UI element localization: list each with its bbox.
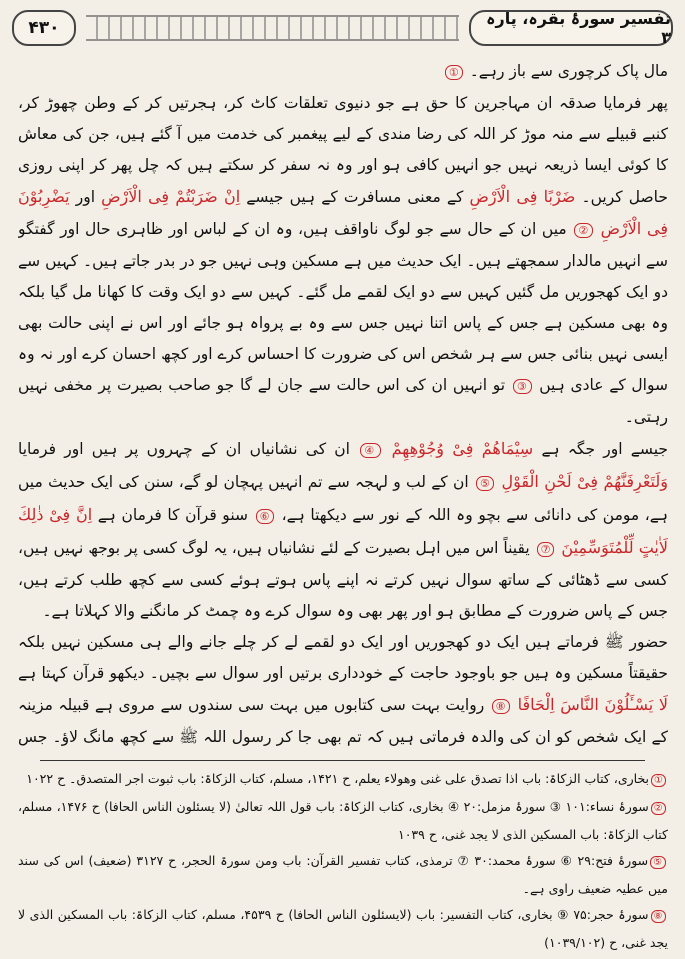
quran-verse: اِنْ ضَرَبْتُمْ فِى الْاَرْضِ [101, 187, 241, 206]
quran-verse: يَضْرِبُوْنَ فِى الْاَرْضِ [18, 187, 668, 238]
reference-marker: ④ [360, 443, 381, 458]
quran-verse: سِيْمَاهُمْ فِىْ وُجُوْهِهِمْ [391, 439, 534, 458]
reference-marker: ① [445, 65, 463, 80]
paragraph-3: جیسے اور جگہ ہے سِيْمَاهُمْ فِىْ وُجُوْهِهِمْ ④ ان کی نشانیاں ان کے چہروں پر ہیں اور فرمایا وَلَتَعْرِفَنَّهُمْ فِىْ لَحْنِ الْقَوْلِ ⑤ ان کے لب و لہجہ سے تم انہیں پہچان لو گے، سنن کی ایک حدیث میں ہے، مومن کی دانائی سے بچو وہ اللہ کے نور سے دیکھتا ہے، ⑥ سنو قرآن کا فرمان ہے اِنَّ فِىْ ذٰلِكَ لَاٰيٰتٍ لِّلْمُتَوَسِّمِيْنَ ⑦ یقیناً اس میں اہل بصیرت کے لئے نشانیاں ہیں، یہ لوگ کسی پر بوجھ نہیں ہیں، کسی سے ڈھٹائی کے ساتھ سوال نہیں کرتے نہ اپنے پاس ہوتے ہوئے کسی سے کچھ طلب کرتے ہیں، جس کے پاس ضرورت کے مطابق ہو اور پھر بھی وہ سوال کرے وہ چمٹ کر مانگنے والا کہلاتا ہے۔ [18, 439, 668, 620]
page-header [12, 8, 673, 48]
quran-verse: لَا يَسْـَٔلُوْنَ النَّاسَ اِلْحَافًا [517, 695, 668, 714]
footnote-line: ⑤سورۂ فتح:۲۹ ⑥ سورۂ محمد:۳۰ ⑦ ترمذی، کتاب تفسیر القرآن: باب ومن سورۃ الحجر، ح ۳۱۲۷ (ضعیف) اس کی سند میں عطیہ ضعیف راوی ہے۔ [18, 853, 668, 896]
running-title: تفسیر سورۂ بقرہ، پارہ ۳ [469, 10, 673, 46]
reference-marker: ⑤ [476, 476, 494, 491]
footnote-marker: ⑤ [650, 856, 666, 869]
paragraph-2: پھر فرمایا صدقہ ان مہاجرین کا حق ہے جو دنیوی تعلقات کاٹ کر، ہجرتیں کر کے وطن چھوڑ کر، کنبے قبیلے سے منہ موڑ کر اللہ کی رضا مندی کے لیے پیغمبر کی خدمت میں آ گئے ہیں، جن کی معاش کا کوئی ایسا ذریعہ نہیں جو انہیں کافی ہو اور وہ نہ سفر کر سکتے ہیں کہ چل پھر کر اپنی روزی حاصل کریں۔ ضَرْبًا فِى الْاَرْضِ کے معنی مسافرت کے ہیں جیسے اِنْ ضَرَبْتُمْ فِى الْاَرْضِ اور يَضْرِبُوْنَ فِى الْاَرْضِ ② میں ان کے حال سے جو لوگ ناواقف ہیں، وہ ان کے لباس اور ظاہری حال اور گفتگو سے انہیں مالدار سمجھتے ہیں۔ ایک حدیث میں ہے مسکین وہی نہیں جو در بدر جاتے ہیں۔ کہیں سے دو ایک کھجوریں مل گئیں کہیں سے دو ایک لقمے مل گئے۔ کہیں سے دو ایک وقت کا کھانا مل گیا بلکہ وہ بھی مسکین ہے جس کے پاس اتنا نہیں جس سے وہ بے پرواہ ہو جائے اور اس نے اپنی حالت بھی ایسی نہیں بنائی جس سے ہر شخص اس کی ضرورت کا احساس کرے اور کچھ احسان کرے اور نہ وہ سوال کے عادی ہیں ③ تو انہیں ان کی اس حالت سے جان لے گا جو صاحب بصیرت پر مخفی نہیں رہتی۔ [18, 94, 668, 426]
paragraph-4: حضور ﷺ فرماتے ہیں ایک دو کھجوریں اور ایک دو لقمے لے کر چلے جانے والے ہی مسکین نہیں بلکہ حقیقتاً مسکین وہ ہیں جو باوجود حاجت کے خودداری برتیں اور سوال سے بچیں۔ دیکھو قرآن کہتا ہے لَا يَسْـَٔلُوْنَ النَّاسَ اِلْحَافًا ⑧ روایت بہت سی کتابوں میں بہت سی سندوں سے مروی ہے قبیلہ مزینہ کے ایک شخص کو ان کی والدہ فرماتی ہیں کہ تم بھی جا کر رسول اللہ ﷺ سے کچھ مانگ لاؤ۔ جس [18, 627, 668, 756]
main-text [18, 56, 668, 756]
paragraph-1: مال پاک کرچوری سے باز رہے۔ ① [18, 56, 668, 88]
footnote-line: ⑧سورۂ حجر:۷۵ ⑨ بخاری، کتاب التفسیر: باب (لایسئلون الناس الحافا) ح ۴۵۳۹، مسلم، کتاب الزکاۃ: باب المسکین الذی لا یجد غنی، ح (۱۰۳۹/۱۰۲) [18, 907, 668, 950]
quran-verse: وَلَتَعْرِفَنَّهُمْ فِىْ لَحْنِ الْقَوْلِ [501, 472, 668, 491]
page-number: ۴۳۰ [12, 10, 76, 46]
footnote-marker: ② [651, 802, 666, 815]
footnote-marker: ⑧ [651, 910, 667, 923]
footnote-marker: ① [651, 774, 666, 787]
quran-verse: اِنَّ فِىْ ذٰلِكَ لَاٰيٰتٍ لِّلْمُتَوَسِّمِيْنَ [18, 505, 668, 557]
footnote-line: ②سورۂ نساء:۱۰۱ ③ سورۂ مزمل:۲۰ ④ بخاری، کتاب الزکاۃ: باب قول اللہ تعالیٰ (لا یسئلون الناس الحافا) ح ۱۴۷۶، مسلم، کتاب الزکاۃ: باب المسکین الذی لا یجد غنی، ح ۱۰۳۹ [18, 799, 668, 842]
reference-marker: ③ [513, 379, 532, 394]
footnotes [18, 766, 668, 951]
reference-marker: ② [574, 223, 593, 238]
reference-marker: ⑦ [537, 542, 555, 557]
footnote-divider [40, 760, 645, 761]
quran-verse: ضَرْبًا فِى الْاَرْضِ [469, 187, 576, 206]
reference-marker: ⑥ [256, 509, 275, 524]
reference-marker: ⑧ [492, 699, 510, 714]
header-ornament [86, 15, 459, 41]
footnote-line: ①بخاری، کتاب الزکاۃ: باب اذا تصدق علی غنی وھولاء یعلم، ح ۱۴۲۱، مسلم، کتاب الزکاۃ: باب ثبوت اجر المتصدق۔ ح ۱۰۲۲ [18, 766, 668, 794]
